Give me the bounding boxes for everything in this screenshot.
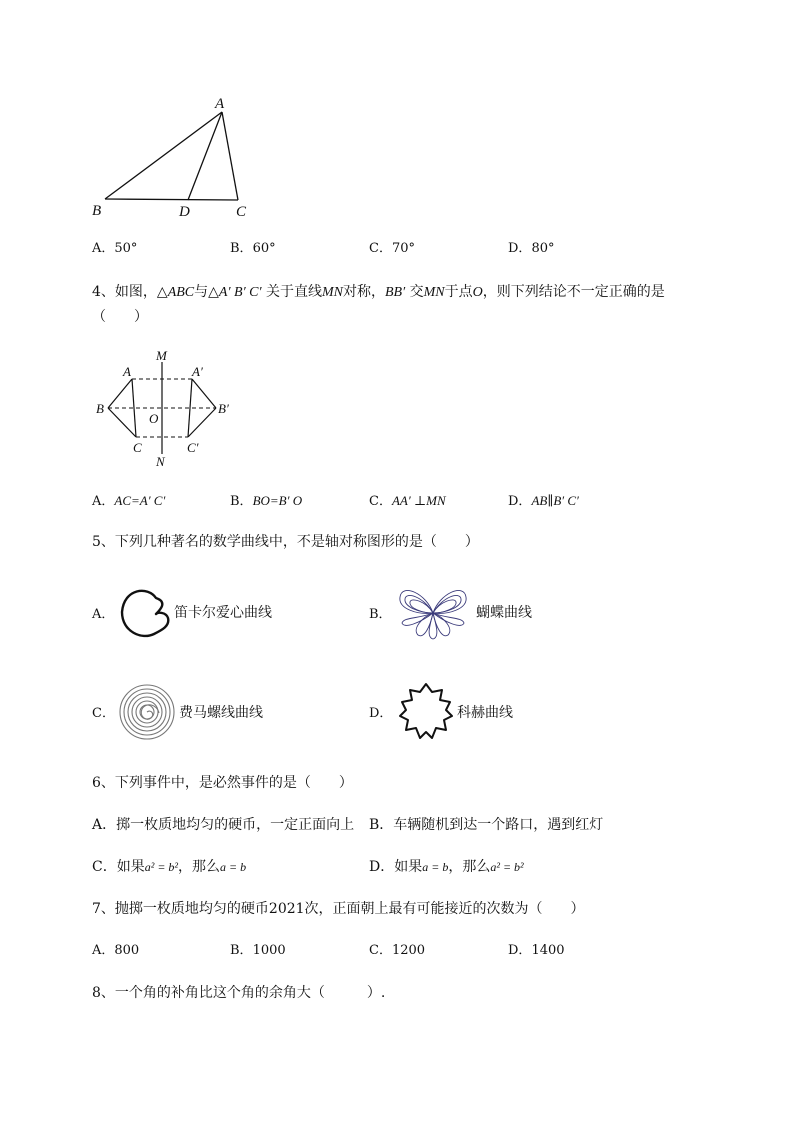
q4-stem (92, 283, 665, 302)
q6-option-d-result: a² = b² (490, 860, 524, 874)
q4-label-o: O (149, 411, 159, 426)
q3-option-d (508, 240, 554, 258)
q4-label-m: M (156, 348, 167, 363)
q4-side-b2c2 (188, 408, 216, 437)
q4-side-bc (108, 408, 136, 437)
q6-option-d-letter: D． (369, 859, 395, 875)
q5-koch-snowflake-icon (396, 680, 456, 744)
q7-option-a-value: 800 (114, 943, 140, 958)
q7-option-c (369, 942, 425, 960)
q4-stem-bb: BB′ (385, 285, 406, 300)
q4-label-b: B (96, 401, 104, 416)
q5-stem: 5、下列几种著名的数学曲线中，不是轴对称图形的是（ ） (92, 534, 479, 550)
q4-option-c-letter: C． (369, 494, 392, 509)
q4-option-a-math: AC=A′ C′ (114, 493, 166, 508)
q4-stem-at-point: 于点 (444, 284, 473, 300)
q4-stem-o: O (472, 285, 483, 300)
q7-option-d-value: 1400 (531, 943, 565, 958)
q4-stem-tail: ，则下列结论不一定正确的是 (482, 284, 665, 300)
q7-option-d (508, 942, 565, 960)
q4-label-c: C (133, 440, 142, 455)
q6-option-b: B．车辆随机到达一个路口，遇到红灯 (369, 817, 604, 833)
q3-option-a-value: 50° (114, 241, 138, 256)
q3-option-c-value: 70° (391, 241, 415, 256)
q3-side-ac (222, 112, 238, 200)
q7-option-b-value: 1000 (252, 943, 286, 958)
q3-label-d: D (179, 204, 190, 220)
q4-option-b-letter: B． (230, 494, 253, 509)
q4-option-b (230, 492, 302, 511)
q3-option-d-value: 80° (531, 241, 555, 256)
q3-label-b: B (92, 203, 102, 219)
q6-option-d-if: 如果 (394, 859, 423, 875)
q3-label-c: C (236, 204, 247, 220)
q6-option-c-if: 如果 (116, 859, 145, 875)
q4-option-c-math: AA′ ⊥MN (391, 493, 446, 508)
q7-option-d-letter: D． (508, 943, 532, 958)
q4-label-a-prime: A′ (192, 364, 203, 379)
q6-option-d-then: ，那么 (448, 859, 491, 875)
q3-option-b-value: 60° (252, 241, 276, 256)
q4-side-a2b2 (192, 379, 216, 408)
q3-side-bc (105, 199, 238, 200)
q4-stem-paren: （ ） (92, 309, 148, 325)
q5-butterfly-curve-icon (396, 583, 470, 641)
q7-option-c-value: 1200 (391, 943, 426, 958)
q5-option-d-letter: D． (369, 706, 393, 721)
q4-option-a-letter: A． (92, 494, 115, 509)
q4-option-d-letter: D． (508, 494, 532, 509)
q4-stem-mn-2: MN (423, 285, 445, 300)
q4-option-d-math: AB∥B′ C′ (531, 493, 579, 508)
q4-stem-symmetric: 对称， (343, 284, 385, 300)
q4-stem-triangle-2: △A′ B′ C′ (208, 285, 262, 300)
q5-fermat-spiral-icon (118, 683, 176, 741)
q4-side-ab (108, 379, 132, 408)
q4-label-a: A (123, 364, 131, 379)
q5-option-c-letter: C． (92, 706, 115, 721)
q5-option-d-label: 科赫曲线 (457, 705, 513, 721)
q4-symmetry-figure (88, 346, 248, 472)
q7-option-a (92, 942, 139, 960)
q4-label-n: N (156, 454, 165, 469)
q3-option-c-letter: C． (369, 241, 392, 256)
q3-option-d-letter: D． (508, 241, 532, 256)
q4-option-b-math: BO=B′ O (252, 493, 303, 508)
q4-option-c (369, 492, 446, 511)
q3-side-ab (105, 112, 222, 199)
q3-triangle-figure (88, 90, 268, 225)
q7-option-a-letter: A． (92, 943, 115, 958)
q4-option-a (92, 492, 165, 511)
q5-cardioid-curve-icon (118, 584, 174, 642)
q7-option-c-letter: C． (369, 943, 392, 958)
q6-option-c (92, 858, 246, 876)
q5-option-a-label: 笛卡尔爱心曲线 (174, 605, 272, 621)
q3-option-b-letter: B． (230, 241, 253, 256)
q4-stem-triangle-1: △ABC (156, 285, 195, 300)
q6-option-c-then: ，那么 (178, 859, 221, 875)
q6-option-d-condition: a = b (422, 860, 449, 874)
q6-option-a: A．掷一枚质地均匀的硬币，一定正面向上 (92, 817, 355, 833)
q3-option-a-letter: A． (92, 241, 115, 256)
q6-option-c-result: a = b (220, 860, 247, 874)
q5-option-c-label: 费马螺线曲线 (179, 705, 263, 721)
q4-stem-about-line: 关于直线 (261, 284, 322, 300)
q3-option-a (92, 240, 137, 258)
q4-stem-intersect: 交 (405, 284, 424, 300)
q4-label-b-prime: B′ (218, 401, 229, 416)
q7-stem: 7、抛掷一枚质地均匀的硬币2021次，正面朝上最有可能接近的次数为（ ） (92, 901, 585, 917)
q6-option-c-condition: a² = b² (144, 860, 179, 874)
q4-stem-mn-1: MN (322, 285, 343, 300)
q6-option-d (369, 858, 524, 876)
q7-option-b (230, 942, 286, 960)
q5-option-a-letter: A． (92, 607, 115, 622)
q8-stem: 8、一个角的补角比这个角的余角大（ ）. (92, 985, 386, 1001)
q4-stem-prefix: 4、如图， (92, 284, 157, 300)
q4-label-c-prime: C′ (187, 440, 199, 455)
q3-option-b (230, 240, 276, 258)
q5-option-b-letter: B． (369, 607, 392, 622)
q5-option-b-label: 蝴蝶曲线 (476, 605, 532, 621)
q6-option-c-letter: C． (92, 859, 117, 875)
q6-stem: 6、下列事件中，是必然事件的是（ ） (92, 775, 353, 791)
q7-option-b-letter: B． (230, 943, 253, 958)
q3-option-c (369, 240, 415, 258)
q4-stem-and: 与 (194, 284, 209, 300)
q4-option-d (508, 492, 579, 511)
q3-label-a: A (215, 96, 225, 112)
